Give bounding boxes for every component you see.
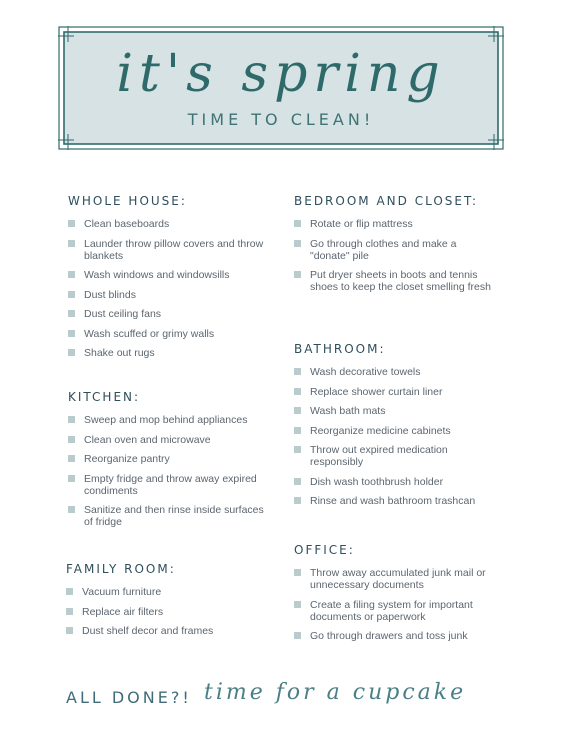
list-item xyxy=(68,289,268,301)
checkbox-square-icon xyxy=(68,330,75,337)
checkbox-square-icon xyxy=(294,407,301,414)
section-heading: KITCHEN: xyxy=(68,390,141,404)
item-text: Create a filing system for important documents or paperwork xyxy=(310,598,473,623)
list-item xyxy=(294,269,494,293)
list-item xyxy=(68,414,268,426)
item-text: Empty fridge and throw away expired condiments xyxy=(84,472,257,497)
item-text: Wash bath mats xyxy=(310,405,386,417)
list-item xyxy=(294,567,494,591)
list-item xyxy=(66,606,266,618)
checkbox-square-icon xyxy=(68,291,75,298)
item-text: Go through drawers and toss junk xyxy=(310,630,468,642)
item-text: Throw out expired medication responsibly xyxy=(310,444,448,468)
list-item xyxy=(294,630,494,642)
checkbox-square-icon xyxy=(294,601,301,608)
list-item xyxy=(68,218,268,230)
section-kitchen xyxy=(68,390,268,536)
checkbox-square-icon xyxy=(294,240,301,247)
page-title: it's spring xyxy=(116,44,446,104)
checkbox-square-icon xyxy=(294,478,301,485)
item-text: Dish wash toothbrush holder xyxy=(310,475,444,488)
item-text: Shake out rugs xyxy=(84,347,155,359)
item-text: Replace shower curtain liner xyxy=(310,385,443,398)
list-item xyxy=(294,405,494,417)
checkbox-square-icon xyxy=(68,349,75,356)
section-office xyxy=(294,543,494,650)
item-text: Reorganize pantry xyxy=(84,453,170,465)
section-whole-house xyxy=(68,194,268,367)
checkbox-square-icon xyxy=(294,427,301,434)
checklist xyxy=(294,567,494,642)
checkbox-square-icon xyxy=(294,497,301,504)
section-heading: WHOLE HOUSE: xyxy=(68,194,187,208)
section-heading: BEDROOM AND CLOSET: xyxy=(294,194,479,208)
section-heading: BATHROOM: xyxy=(294,342,386,356)
item-text: Sanitize and then rinse inside surfaces of fridge xyxy=(84,504,264,528)
checkbox-square-icon xyxy=(66,627,73,634)
checkbox-square-icon xyxy=(68,271,75,278)
list-item xyxy=(66,625,266,637)
page-subtitle: TIME TO CLEAN! xyxy=(187,110,375,129)
item-text: Sweep and mop behind appliances xyxy=(84,414,248,426)
item-text: Reorganize medicine cabinets xyxy=(310,424,451,437)
checkbox-square-icon xyxy=(66,588,73,595)
item-text: Go through clothes and make a "donate" pile xyxy=(310,237,457,262)
list-item xyxy=(294,599,494,623)
checkbox-square-icon xyxy=(294,368,301,375)
checklist xyxy=(68,414,268,528)
checkbox-square-icon xyxy=(68,220,75,227)
all-done-text: ALL DONE?! xyxy=(66,688,192,707)
list-item xyxy=(68,328,268,340)
list-item xyxy=(68,347,268,359)
checkbox-square-icon xyxy=(68,506,75,513)
item-text: Dust shelf decor and frames xyxy=(82,625,214,637)
list-item xyxy=(68,473,268,497)
checkbox-square-icon xyxy=(294,632,301,639)
item-text: Put dryer sheets in boots and tennis shoes to keep the closet smelling fresh xyxy=(310,269,491,293)
list-item xyxy=(68,453,268,465)
checkbox-square-icon xyxy=(294,388,301,395)
checklist xyxy=(66,586,266,637)
checkbox-square-icon xyxy=(68,240,75,247)
list-item xyxy=(294,476,494,488)
section-family-room xyxy=(66,562,266,645)
item-text: Wash decorative towels xyxy=(310,366,421,378)
item-text: Wash windows and windowsills xyxy=(84,269,230,281)
section-heading: FAMILY ROOM: xyxy=(66,562,176,576)
item-text: Dust ceiling fans xyxy=(84,308,162,320)
checkbox-square-icon xyxy=(68,436,75,443)
item-text: Rinse and wash bathroom trashcan xyxy=(310,495,476,507)
list-item xyxy=(294,238,494,262)
checkbox-square-icon xyxy=(68,416,75,423)
list-item xyxy=(68,504,268,528)
list-item xyxy=(294,425,494,437)
list-item xyxy=(68,238,268,262)
list-item xyxy=(68,434,268,446)
item-text: Clean baseboards xyxy=(84,218,170,230)
checkbox-square-icon xyxy=(294,271,301,278)
checkbox-square-icon xyxy=(66,608,73,615)
item-text: Throw away accumulated junk mail or unnecessary documents xyxy=(310,567,486,591)
section-bathroom xyxy=(294,342,494,515)
footer xyxy=(66,678,536,714)
list-item xyxy=(68,269,268,281)
list-item xyxy=(68,308,268,320)
section-heading: OFFICE: xyxy=(294,543,355,557)
checklist xyxy=(294,218,494,293)
checkbox-square-icon xyxy=(294,446,301,453)
item-text: Dust blinds xyxy=(84,288,136,301)
checkbox-square-icon xyxy=(294,220,301,227)
item-text: Clean oven and microwave xyxy=(84,433,211,446)
list-item xyxy=(294,366,494,378)
item-text: Launder throw pillow covers and throw blankets xyxy=(84,237,264,262)
item-text: Vacuum furniture xyxy=(82,586,162,598)
checkbox-square-icon xyxy=(68,475,75,482)
item-text: Wash scuffed or grimy walls xyxy=(84,327,215,340)
list-item xyxy=(294,444,494,468)
checklist xyxy=(294,366,494,507)
list-item xyxy=(294,218,494,230)
list-item xyxy=(294,495,494,507)
checklist xyxy=(68,218,268,359)
item-text: Rotate or flip mattress xyxy=(310,218,413,230)
checkbox-square-icon xyxy=(294,569,301,576)
header-banner xyxy=(58,26,504,150)
list-item xyxy=(294,386,494,398)
item-text: Replace air filters xyxy=(82,605,164,618)
list-item xyxy=(66,586,266,598)
section-bedroom-closet xyxy=(294,194,494,301)
checkbox-square-icon xyxy=(68,310,75,317)
cupcake-script-text: time for a cupcake xyxy=(204,680,467,705)
checkbox-square-icon xyxy=(68,455,75,462)
